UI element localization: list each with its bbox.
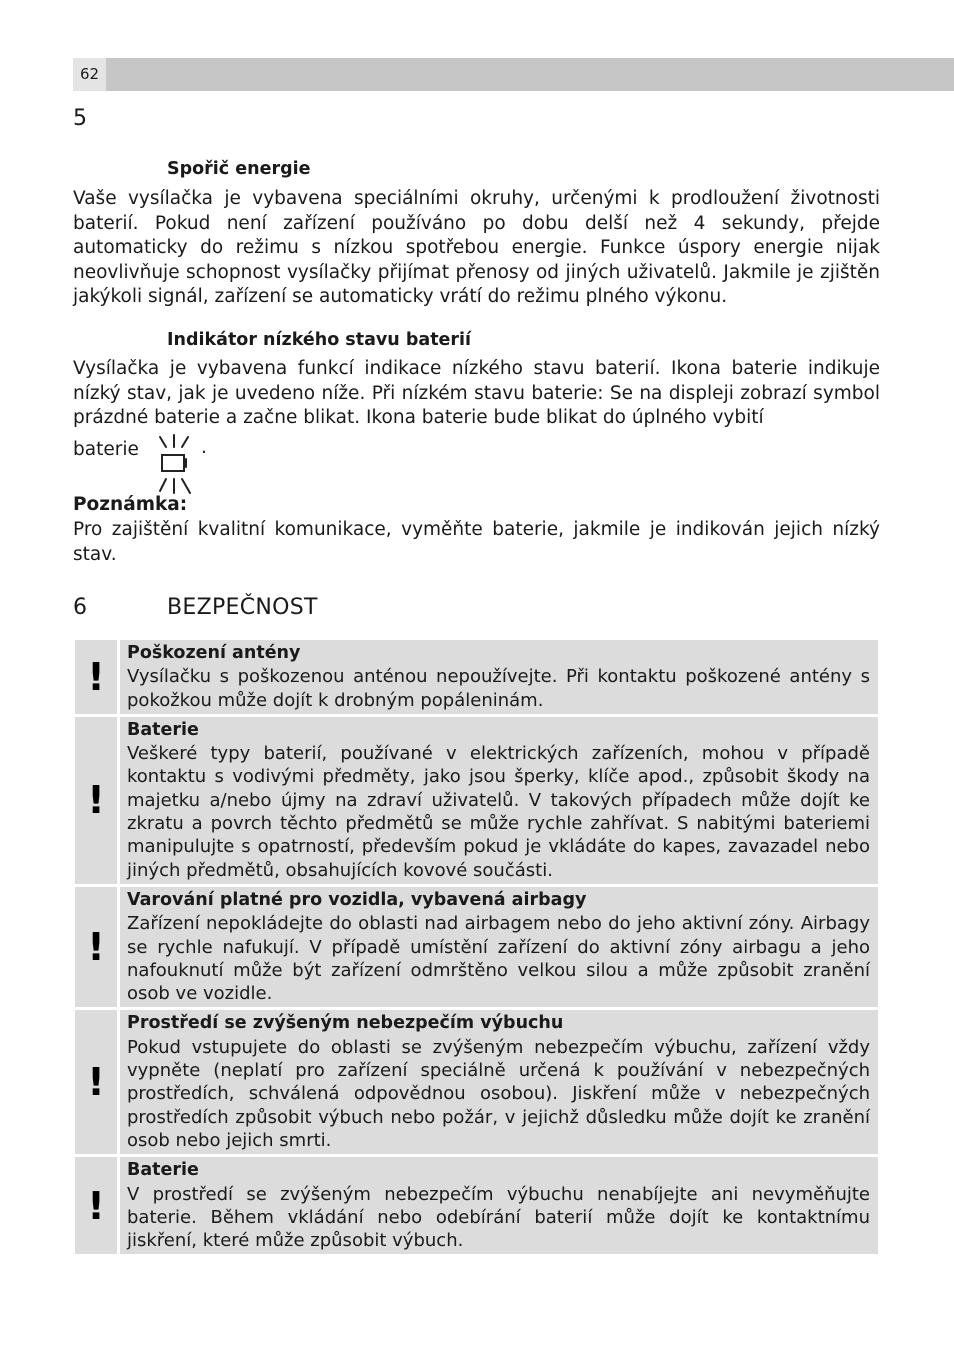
page-number: 62 [73,58,106,91]
blinking-battery-icon [152,433,196,499]
warning-icon-cell [75,640,117,714]
exclamation-icon: ! [87,925,105,970]
section-5-number: 5 [73,106,87,131]
page-header-bar [73,58,954,91]
exclamation-icon: ! [87,654,105,699]
warning-row [75,887,878,1007]
warning-content [120,640,878,714]
exclamation-icon: ! [87,1183,105,1228]
warning-row [75,640,878,714]
warning-row [75,1010,878,1154]
warning-row [75,717,878,884]
warning-content [120,1010,878,1154]
warning-icon-cell [75,1010,117,1154]
warning-content [120,887,878,1007]
section-6-number: 6 [73,595,87,620]
warning-title: Poškození antény [127,643,301,663]
warning-icon-cell [75,717,117,884]
warning-text: Pokud vstupujete do oblasti se zvýšeným nebezpečím výbuchu, zařízení vždy vypněte (neplatí pro zařízení speciálně určená k používání v nebezpečných prostředích, schválená odpovědnou osobou). Jiskření může v nebezpečných prostředích způsobit výbuch nebo požár, v jejichž důsledku může dojít ke zranění osob nebo jejich smrti. [127,1036,870,1151]
note-text: Pro zajištění kvalitní komunikace, vyměňte baterie, jakmile je indikován jejich nízký stav. [73,519,880,565]
warning-row [75,1157,878,1254]
low-battery-text: Vysílačka je vybavena funkcí indikace nízkého stavu baterií. Ikona baterie indikuje nízký stav, jak je uvedeno níže. Při nízkém stavu baterie: Se na displeji zobrazí symbol prázdné baterie a začne blikat. Ikona baterie bude blikat do úplného vybití [73,358,880,428]
exclamation-icon: ! [87,778,105,823]
section-6-title: BEZPEČNOST [167,595,318,620]
warning-text: Vysílačku s poškozenou anténou nepoužívejte. Při kontaktu poškozené antény s pokožkou může dojít k drobným popáleninám. [127,666,870,711]
note-title: Poznámka: [73,494,188,515]
warning-text: V prostředí se zvýšeným nebezpečím výbuchu nenabíjejte ani nevyměňujte baterie. Během vkládání nebo odebírání baterií může dojít ke kontaktnímu jiskření, které může způsobit výbuch. [127,1183,870,1252]
low-battery-heading: Indikátor nízkého stavu baterií [167,330,472,350]
warning-title: Baterie [127,1160,199,1181]
warning-text: Zařízení nepokládejte do oblasti nad airbagem nebo do jeho aktivní zóny. Airbagy se rychle nafukují. V případě umístění zařízení do aktivní zóny airbagu a jeho nafouknutí může být zařízení odmrštěno velkou silou a může způsobit zranění osob ve vozidle. [127,913,870,1005]
warning-title: Prostředí se zvýšeným nebezpečím výbuchu [127,1013,564,1034]
power-saver-heading: Spořič energie [167,159,311,179]
warning-text: Veškeré typy baterií, používané v elektrických zařízeních, mohou v případě kontaktu s vodivými předměty, jako jsou šperky, klíče apod., způsobit škody na majetku a/nebo újmy na zdraví uživatelů. V takových případech může dojít ke zkratu a povrch těchto předmětů se může rychle zahřívat. S nabitými bateriemi manipulujte s opatrností, především pokud je vkládáte do kapes, zavazadel nebo jiných předmětů, obsahujících kovové součásti. [127,743,870,881]
safety-warnings-table [75,640,878,1257]
warning-title: Varování platné pro vozidla, vybavená airbagy [127,889,587,910]
power-saver-text: Vaše vysílačka je vybavena speciálními okruhy, určenými k prodloužení životnosti baterií. Pokud není zařízení používáno po dobu delší než 4 sekundy, přejde automaticky do režimu s nízkou spotřebou energie. Funkce úspory energie nijak neovlivňuje schopnost vysílačky přijímat přenosy od jiných uživatelů. Jakmile je zjištěn jakýkoli signál, zařízení se automaticky vrátí do režimu plného výkonu. [73,188,880,307]
warning-content [120,1157,878,1254]
warning-icon-cell [75,1157,117,1254]
warning-icon-cell [75,887,117,1007]
low-battery-text-tail: baterie [73,439,139,460]
low-battery-period: . [201,437,207,458]
exclamation-icon: ! [87,1060,105,1105]
warning-title: Baterie [127,719,199,740]
warning-content [120,717,878,884]
